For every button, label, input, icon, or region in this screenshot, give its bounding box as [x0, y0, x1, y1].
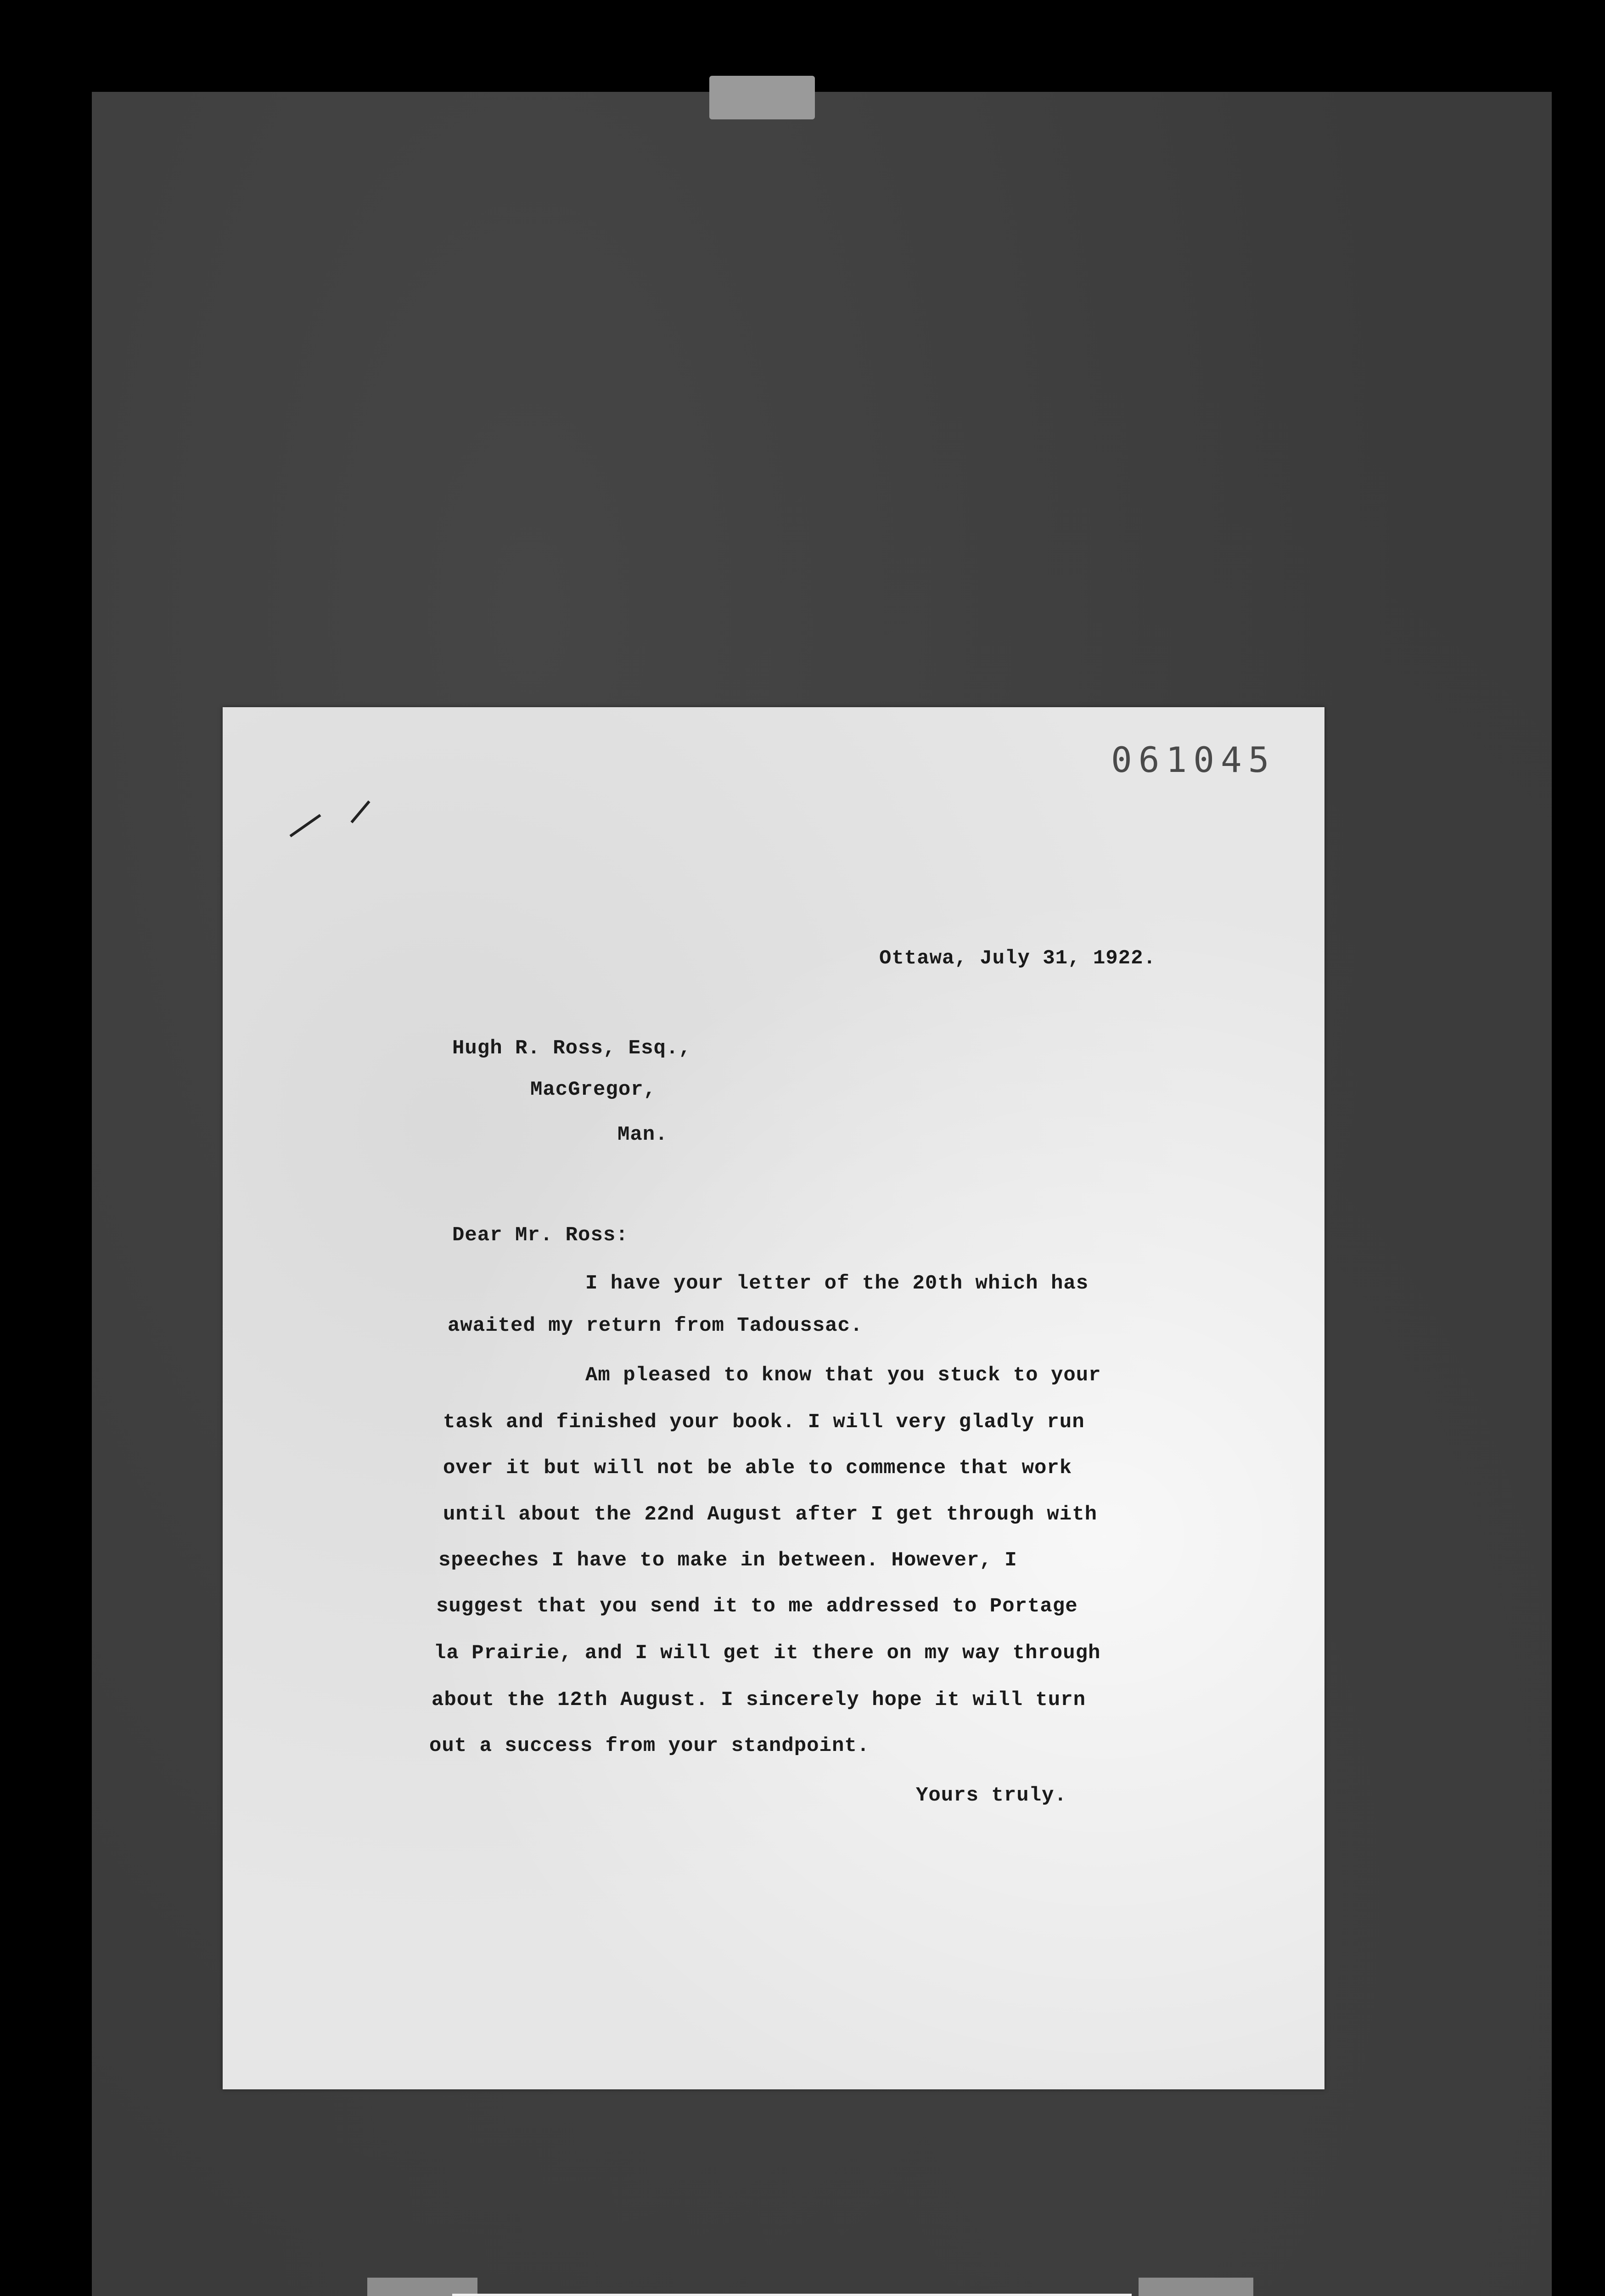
- recipient-name: Hugh R. Ross, Esq.,: [452, 1037, 691, 1060]
- right-tape-strip: [1139, 2278, 1253, 2296]
- body-line: suggest that you send it to me addressed to Portage: [436, 1595, 1078, 1618]
- body-line: over it but will not be able to commence that work: [443, 1457, 1072, 1480]
- body-line: task and finished your book. I will very gladly run: [443, 1411, 1085, 1434]
- body-line: speeches I have to make in between. However, I: [438, 1549, 1017, 1572]
- series-label: [452, 2294, 1132, 2296]
- left-tape-strip: [367, 2278, 477, 2296]
- pen-mark: [350, 800, 370, 823]
- recipient-town: MacGregor,: [530, 1078, 657, 1101]
- body-line: Am pleased to know that you stuck to your: [585, 1364, 1101, 1387]
- salutation: Dear Mr. Ross:: [452, 1224, 629, 1247]
- body-line: out a success from your standpoint.: [429, 1734, 870, 1757]
- top-tape-strip: [709, 76, 815, 119]
- body-line: until about the 22nd August after I get through with: [443, 1503, 1098, 1526]
- closing: Yours truly.: [916, 1784, 1067, 1807]
- body-line: awaited my return from Tadoussac.: [448, 1314, 863, 1337]
- body-line: I have your letter of the 20th which has: [585, 1272, 1089, 1295]
- document-number: 061045: [1111, 739, 1276, 780]
- body-line: about the 12th August. I sincerely hope it will turn: [432, 1688, 1086, 1711]
- letter-date: Ottawa, July 31, 1922.: [879, 947, 1156, 970]
- recipient-province: Man.: [617, 1123, 668, 1146]
- pen-mark: [290, 814, 321, 838]
- body-line: la Prairie, and I will get it there on my way through: [434, 1642, 1101, 1665]
- letter-page: [223, 707, 1324, 2089]
